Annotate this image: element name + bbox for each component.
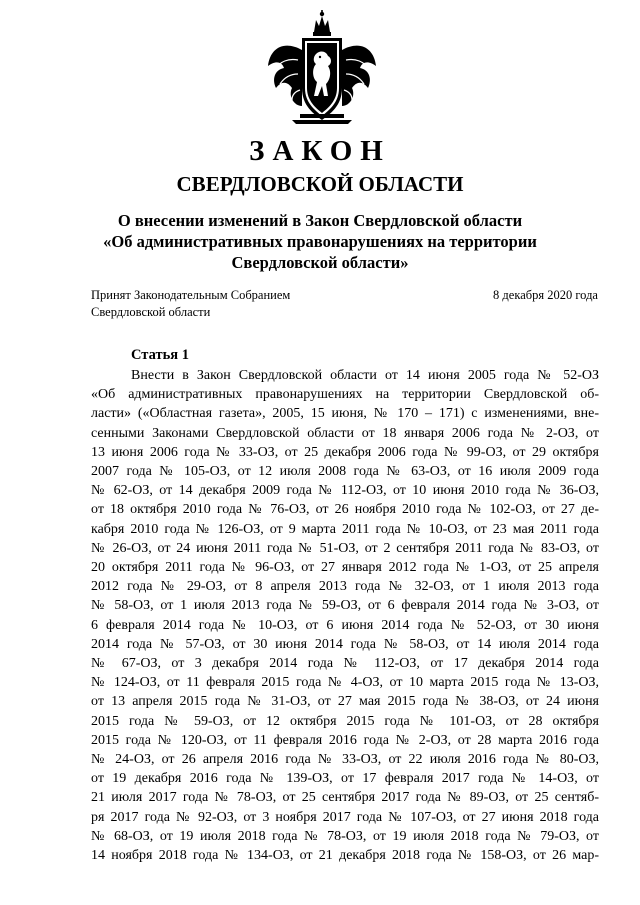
article-text-line: 2015 года № 59-ОЗ, от 12 октября 2015 года № 101-ОЗ, от 28 октября <box>91 713 599 729</box>
document-subtitle: СВЕРДЛОВСКОЙ ОБЛАСТИ <box>176 172 464 196</box>
law-title-line: «Об административных правонарушениях на территории <box>103 232 537 251</box>
article-text-line: ря 2017 года № 92-ОЗ, от 3 ноября 2017 года № 107-ОЗ, от 27 июня 2018 года <box>91 809 599 825</box>
adoption-date: 8 декабря 2020 года <box>493 288 598 302</box>
coat-of-arms-icon <box>262 10 382 126</box>
article-text-line: Внести в Закон Свердловской области от 14 июня 2005 года № 52-ОЗ <box>131 368 599 383</box>
document-title: ЗАКОН <box>249 135 391 167</box>
article-text-line: 13 июня 2006 года № 33-ОЗ, от 25 декабря 2006 года № 99-ОЗ, от 29 октября <box>91 444 599 460</box>
law-title-line: О внесении изменений в Закон Свердловской области <box>117 211 523 230</box>
adopted-by-line: Свердловской области <box>91 305 211 319</box>
article-text-line: 14 ноября 2018 года № 134-ОЗ, от 21 декабря 2018 года № 158-ОЗ, от 26 мар- <box>91 848 599 864</box>
article-text-line: от 18 октября 2010 года № 76-ОЗ, от 26 ноября 2010 года № 102-ОЗ, от 27 де- <box>91 502 599 518</box>
article-text-line: № 68-ОЗ, от 19 июля 2018 года № 78-ОЗ, от 19 июля 2018 года № 79-ОЗ, от <box>91 828 599 844</box>
article-text-line: № 124-ОЗ, от 11 февраля 2015 года № 4-ОЗ, от 10 марта 2015 года № 13-ОЗ, <box>91 675 599 691</box>
article-text-line: 2007 года № 105-ОЗ, от 12 июля 2008 года № 63-ОЗ, от 16 июля 2009 года <box>91 464 599 480</box>
article-text-line: ласти» («Областная газета», 2005, 15 июня, № 170 – 171) с изменениями, вне- <box>91 406 599 422</box>
article-text-line: 6 февраля 2014 года № 10-ОЗ, от 6 июня 2014 года № 52-ОЗ, от 30 июня <box>91 617 599 633</box>
article-text-line: от 19 декабря 2016 года № 139-ОЗ, от 17 февраля 2017 года № 14-ОЗ, от <box>91 771 599 787</box>
article-text-line: № 26-ОЗ, от 24 июня 2011 года № 51-ОЗ, от 2 сентября 2011 года № 83-ОЗ, от <box>91 540 599 556</box>
article-heading: Статья 1 <box>131 347 189 363</box>
adopted-by-line: Принят Законодательным Собранием <box>91 288 291 302</box>
law-title-line: Свердловской области» <box>231 253 409 272</box>
article-text-line: «Об административных правонарушениях на территории Свердловской об- <box>91 387 599 403</box>
article-text-line: сенными Законами Свердловской области от 18 января 2006 года № 2-ОЗ, от <box>91 425 599 441</box>
adopted-by <box>91 287 290 321</box>
law-title <box>0 210 640 273</box>
article-text-line: 20 октября 2011 года № 96-ОЗ, от 27 января 2012 года № 1-ОЗ, от 25 апреля <box>91 560 599 576</box>
article-text-line: 21 июля 2017 года № 78-ОЗ, от 25 сентября 2017 года № 89-ОЗ, от 25 сентяб- <box>91 790 599 806</box>
article-text-line: № 58-ОЗ, от 1 июля 2013 года № 59-ОЗ, от 6 февраля 2014 года № 3-ОЗ, от <box>91 598 599 614</box>
article-text-line: 2015 года № 120-ОЗ, от 11 февраля 2016 года № 2-ОЗ, от 28 марта 2016 года <box>91 732 599 748</box>
article-text <box>91 366 599 865</box>
article-text-line: № 62-ОЗ, от 14 декабря 2009 года № 112-ОЗ, от 10 июня 2010 года № 36-ОЗ, <box>91 483 599 499</box>
article-text-line: от 13 апреля 2015 года № 31-ОЗ, от 27 мая 2015 года № 38-ОЗ, от 24 июня <box>91 694 599 710</box>
article-text-line: 2012 года № 29-ОЗ, от 8 апреля 2013 года № 32-ОЗ, от 1 июля 2013 года <box>91 579 599 595</box>
article-text-line: № 67-ОЗ, от 3 декабря 2014 года № 112-ОЗ, от 17 декабря 2014 года <box>91 656 599 672</box>
article-text-line: кабря 2010 года № 126-ОЗ, от 9 марта 2011 года № 10-ОЗ, от 23 мая 2011 года <box>91 521 599 537</box>
article-text-line: № 24-ОЗ, от 26 апреля 2016 года № 33-ОЗ, от 22 июля 2016 года № 80-ОЗ, <box>91 752 599 768</box>
article-text-line: 2014 года № 57-ОЗ, от 30 июня 2014 года № 58-ОЗ, от 14 июля 2014 года <box>91 636 599 652</box>
